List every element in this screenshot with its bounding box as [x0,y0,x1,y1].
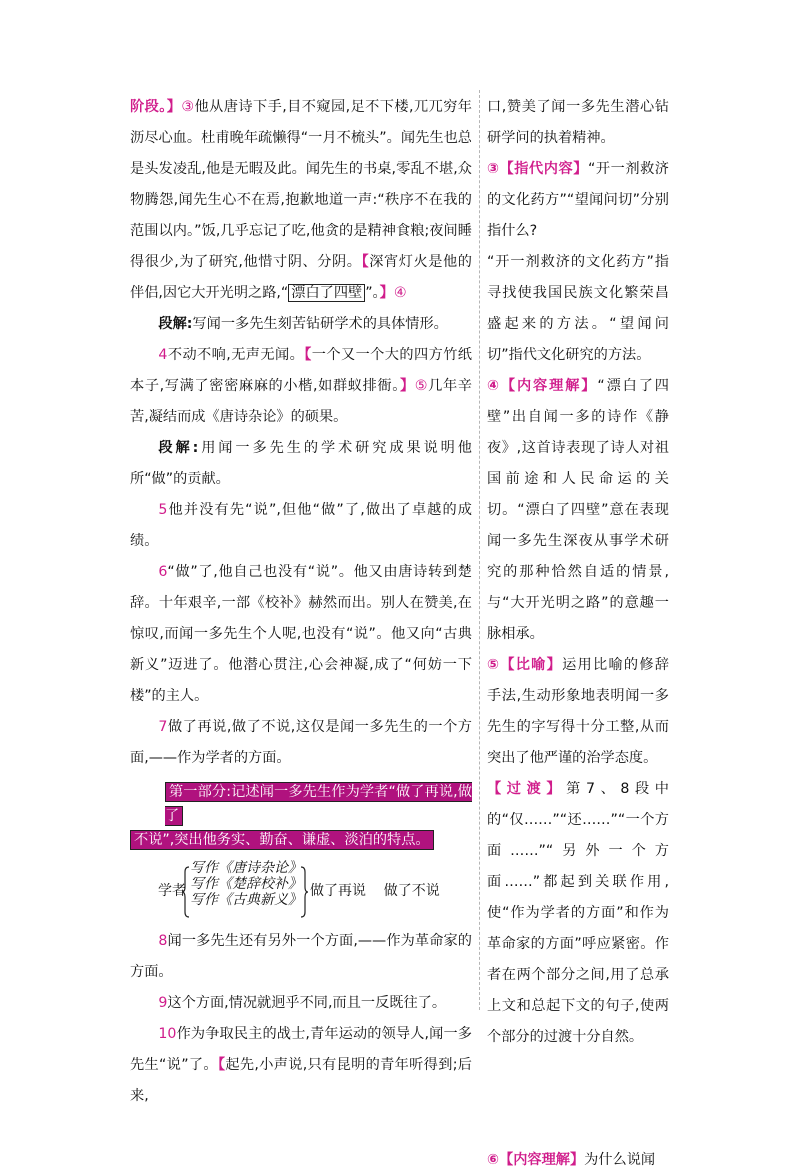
paragraph-9: 9这个方面,情况就迥乎不同,而且一反既往了。 [158,995,447,1011]
marker-5: ⑤ [414,378,429,394]
work-item: 写作《古典新义》 [190,892,302,908]
paragraph-analysis-2: 段解:用闻一多先生的学术研究成果说明他所“做”的贡献。 [130,440,472,487]
works-list [190,860,302,908]
boxed-phrase: 漂白了四壁 [288,284,365,302]
paragraph-5: 5他并没有先“说”,但他“做”了,做出了卓越的成绩。 [130,502,472,549]
paragraph-10: 10作为争取民主的战士,青年运动的领导人,闻一多先生“说”了。【起先,小声说,只有昆明的青年听得到;后来, [130,1026,472,1104]
note-3-answer: “开一剂救济的文化药方”指寻找使我国民族文化繁荣昌盛起来的方法。“望闻问切”指代文化研究的方法。 [487,254,669,363]
paragraph-7: 7做了再说,做了不说,这仅是闻一多先生的一个方面,——作为学者的方面。 [130,719,472,766]
left-brace-icon [182,866,190,918]
marker-4: ④ [393,285,407,301]
paragraph-3-continued: 阶段。】③他从唐诗下手,目不窥园,足不下楼,兀兀穷年沥尽心血。杜甫晚年疏懒得“一月不梳头”。闻先生也总是头发凌乱,他是无暇及此。闻先生的书桌,零乱不堪,众物腾怨,闻先生心不在焉,抱歉地道一声:“秩序不在我的范围以内。”饭,几乎忘记了吃,他贪的是精神食粮;夜间睡得很少,为了研究,他惜寸阴、分阴。【深宵灯火是他的伴侣,因它大开光明之路,“ 漂白了四壁 ”。】④ [130,99,472,301]
main-text-column [130,92,472,1112]
column-divider [479,90,480,1010]
paragraph-6: 6“做”了,他自己也没有“说”。他又由唐诗转到楚辞。十年艰辛,一部《校补》赫然而出。别人在赞美,在惊叹,而闻一多先生个人呢,也没有“说”。他又向“古典新义”迈进了。他潜心贯注,心会神凝,成了“何妨一下楼”的主人。 [130,564,472,704]
note-tag: ⑤【比喻】 [487,657,563,673]
note-5: ⑤【比喻】运用比喻的修辞手法,生动形象地表明闻一多先生的字写得十分工整,从而突出了他严谨的治学态度。 [487,657,669,766]
work-item: 写作《唐诗杂论》 [190,860,302,876]
paragraph-analysis-1: 段解:写闻一多先生刻苦钻研学术的具体情形。 [158,316,448,332]
note-4: ④【内容理解】“漂白了四壁”出自闻一多的诗作《静夜》,这首诗表现了诗人对祖国前途和人民命运的关切。“漂白了四壁”意在表现闻一多先生深夜从事学术研究的那种恰然自适的情景,与“大开光明之路”的意趣一脉相承。 [487,378,669,642]
annotation-column [487,92,669,1176]
scholar-structure-diagram [130,860,472,926]
paragraph-8: 8闻一多先生还有另外一个方面,——作为革命家的方面。 [130,933,472,980]
work-item: 写作《楚辞校补》 [190,876,302,892]
note-tag: ③【指代内容】 [487,161,588,177]
diagram-action: 做了再说 做了不说 [310,883,440,899]
note-tag: ④【内容理解】 [487,378,598,394]
note-tag: ⑥【内容理解】 [487,1152,585,1168]
paragraph-4: 4不动不响,无声无闻。【一个又一个大的四方竹纸本子,写满了密密麻麻的小楷,如群蚁排衙。】⑤几年辛苦,凝结而成《唐诗杂论》的硕果。 [130,347,472,425]
note-transition: 【过渡】第7、8段中的“仅……”“还……”“一个方面……”“另外一个方面……”都起到关联作用,使“作为学者的方面”和作为革命家的方面”呼应紧密。作者在两个部分之间,用了总承上文和总起下文的句子,使两个部分的过渡十分自然。 [487,781,669,1045]
note-6: ⑥【内容理解】为什么说闻 [487,1152,656,1168]
note-continued: 口,赞美了闻一多先生潜心钻研学问的执着精神。 [487,99,669,146]
marker-3: ③ [181,99,195,115]
right-brace-icon [300,866,308,918]
diagram-label: 学者 [158,883,186,899]
note-tag: 【过渡】 [487,781,567,797]
part-one-summary: 第一部分:记述闻一多先生作为学者“做了再说,做了 不说”,突出他务实、勤奋、谦虚、淡泊的特点。 [130,780,472,852]
note-3: ③【指代内容】“开一剂救济的文化药方”“望闻问切”分别指什么? [487,161,669,239]
